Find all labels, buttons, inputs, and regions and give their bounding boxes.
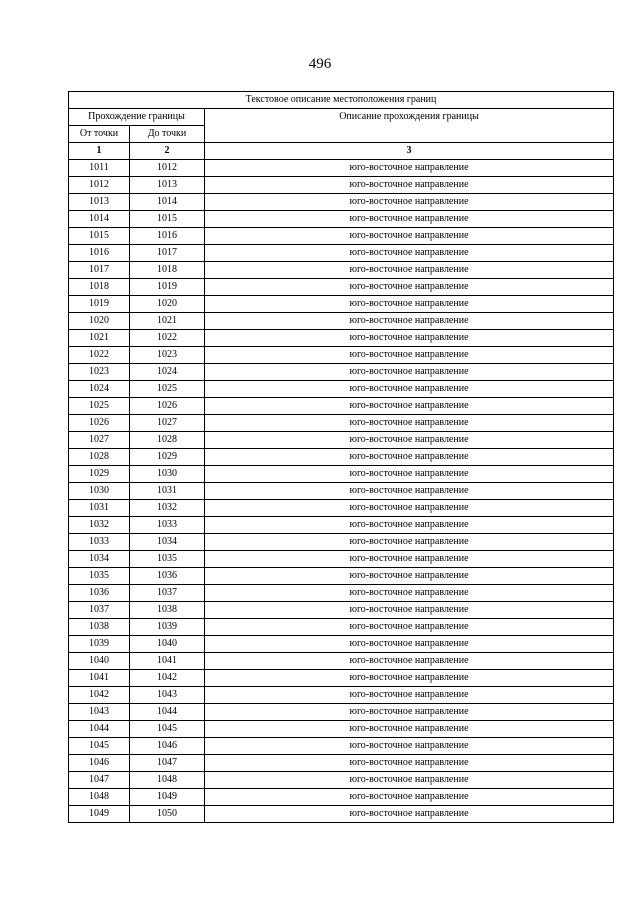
description-header: Описание прохождения границы bbox=[205, 109, 614, 143]
to-point-cell: 1039 bbox=[130, 619, 205, 636]
to-point-cell: 1045 bbox=[130, 721, 205, 738]
table-header bbox=[69, 92, 614, 160]
to-point-cell: 1016 bbox=[130, 228, 205, 245]
from-point-cell: 1015 bbox=[69, 228, 130, 245]
description-cell: юго-восточное направление bbox=[205, 296, 614, 313]
description-cell: юго-восточное направление bbox=[205, 194, 614, 211]
description-cell: юго-восточное направление bbox=[205, 534, 614, 551]
from-point-cell: 1029 bbox=[69, 466, 130, 483]
table-row bbox=[69, 381, 614, 398]
from-point-cell: 1027 bbox=[69, 432, 130, 449]
to-point-cell: 1027 bbox=[130, 415, 205, 432]
description-cell: юго-восточное направление bbox=[205, 245, 614, 262]
description-cell: юго-восточное направление bbox=[205, 398, 614, 415]
description-cell: юго-восточное направление bbox=[205, 636, 614, 653]
from-point-cell: 1040 bbox=[69, 653, 130, 670]
to-point-cell: 1015 bbox=[130, 211, 205, 228]
table-row bbox=[69, 347, 614, 364]
description-cell: юго-восточное направление bbox=[205, 500, 614, 517]
description-cell: юго-восточное направление bbox=[205, 415, 614, 432]
table-row bbox=[69, 585, 614, 602]
description-cell: юго-восточное направление bbox=[205, 568, 614, 585]
to-point-cell: 1043 bbox=[130, 687, 205, 704]
table-row bbox=[69, 636, 614, 653]
to-point-cell: 1046 bbox=[130, 738, 205, 755]
to-point-cell: 1021 bbox=[130, 313, 205, 330]
from-point-cell: 1042 bbox=[69, 687, 130, 704]
from-point-cell: 1037 bbox=[69, 602, 130, 619]
to-point-cell: 1012 bbox=[130, 160, 205, 177]
from-point-cell: 1025 bbox=[69, 398, 130, 415]
table-row bbox=[69, 194, 614, 211]
column-number-3: 3 bbox=[205, 143, 614, 160]
from-point-cell: 1033 bbox=[69, 534, 130, 551]
to-point-cell: 1047 bbox=[130, 755, 205, 772]
to-point-cell: 1040 bbox=[130, 636, 205, 653]
to-point-cell: 1038 bbox=[130, 602, 205, 619]
group-header-boundary-passage: Прохождение границы bbox=[69, 109, 205, 126]
table-row bbox=[69, 806, 614, 823]
from-point-cell: 1013 bbox=[69, 194, 130, 211]
to-point-cell: 1048 bbox=[130, 772, 205, 789]
to-point-cell: 1041 bbox=[130, 653, 205, 670]
to-point-cell: 1013 bbox=[130, 177, 205, 194]
from-point-cell: 1048 bbox=[69, 789, 130, 806]
to-point-cell: 1014 bbox=[130, 194, 205, 211]
description-cell: юго-восточное направление bbox=[205, 602, 614, 619]
description-cell: юго-восточное направление bbox=[205, 347, 614, 364]
from-point-cell: 1036 bbox=[69, 585, 130, 602]
table-row bbox=[69, 228, 614, 245]
description-cell: юго-восточное направление bbox=[205, 670, 614, 687]
table-row bbox=[69, 500, 614, 517]
from-point-cell: 1046 bbox=[69, 755, 130, 772]
description-cell: юго-восточное направление bbox=[205, 585, 614, 602]
to-point-cell: 1049 bbox=[130, 789, 205, 806]
table-body bbox=[69, 160, 614, 823]
table-row bbox=[69, 449, 614, 466]
table-row bbox=[69, 160, 614, 177]
from-point-cell: 1016 bbox=[69, 245, 130, 262]
description-cell: юго-восточное направление bbox=[205, 160, 614, 177]
to-point-cell: 1030 bbox=[130, 466, 205, 483]
description-cell: юго-восточное направление bbox=[205, 262, 614, 279]
from-point-cell: 1034 bbox=[69, 551, 130, 568]
from-point-cell: 1038 bbox=[69, 619, 130, 636]
to-point-cell: 1035 bbox=[130, 551, 205, 568]
from-point-cell: 1018 bbox=[69, 279, 130, 296]
description-cell: юго-восточное направление bbox=[205, 364, 614, 381]
table-row bbox=[69, 483, 614, 500]
table-row bbox=[69, 313, 614, 330]
from-point-cell: 1014 bbox=[69, 211, 130, 228]
to-point-cell: 1025 bbox=[130, 381, 205, 398]
from-point-cell: 1026 bbox=[69, 415, 130, 432]
description-cell: юго-восточное направление bbox=[205, 653, 614, 670]
table-row bbox=[69, 364, 614, 381]
to-point-cell: 1034 bbox=[130, 534, 205, 551]
to-point-cell: 1018 bbox=[130, 262, 205, 279]
from-point-cell: 1021 bbox=[69, 330, 130, 347]
description-cell: юго-восточное направление bbox=[205, 619, 614, 636]
boundary-table bbox=[68, 91, 614, 823]
to-point-cell: 1031 bbox=[130, 483, 205, 500]
to-point-cell: 1024 bbox=[130, 364, 205, 381]
description-cell: юго-восточное направление bbox=[205, 177, 614, 194]
table-row bbox=[69, 211, 614, 228]
description-cell: юго-восточное направление bbox=[205, 704, 614, 721]
description-cell: юго-восточное направление bbox=[205, 432, 614, 449]
description-cell: юго-восточное направление bbox=[205, 789, 614, 806]
to-point-cell: 1026 bbox=[130, 398, 205, 415]
table-row bbox=[69, 534, 614, 551]
from-point-cell: 1039 bbox=[69, 636, 130, 653]
from-point-cell: 1044 bbox=[69, 721, 130, 738]
from-point-cell: 1031 bbox=[69, 500, 130, 517]
to-point-cell: 1037 bbox=[130, 585, 205, 602]
description-cell: юго-восточное направление bbox=[205, 721, 614, 738]
description-cell: юго-восточное направление bbox=[205, 806, 614, 823]
table-row bbox=[69, 279, 614, 296]
table-row bbox=[69, 262, 614, 279]
from-point-cell: 1019 bbox=[69, 296, 130, 313]
column-number-1: 1 bbox=[69, 143, 130, 160]
from-point-cell: 1047 bbox=[69, 772, 130, 789]
table-row bbox=[69, 755, 614, 772]
table-row bbox=[69, 602, 614, 619]
from-point-cell: 1041 bbox=[69, 670, 130, 687]
table-row bbox=[69, 177, 614, 194]
table-row bbox=[69, 619, 614, 636]
to-point-header: До точки bbox=[130, 126, 205, 143]
table-row bbox=[69, 653, 614, 670]
table-row bbox=[69, 738, 614, 755]
description-cell: юго-восточное направление bbox=[205, 313, 614, 330]
table-row bbox=[69, 330, 614, 347]
to-point-cell: 1050 bbox=[130, 806, 205, 823]
to-point-cell: 1033 bbox=[130, 517, 205, 534]
description-cell: юго-восточное направление bbox=[205, 381, 614, 398]
to-point-cell: 1042 bbox=[130, 670, 205, 687]
description-cell: юго-восточное направление bbox=[205, 466, 614, 483]
description-cell: юго-восточное направление bbox=[205, 551, 614, 568]
from-point-header: От точки bbox=[69, 126, 130, 143]
from-point-cell: 1024 bbox=[69, 381, 130, 398]
table-row bbox=[69, 687, 614, 704]
description-cell: юго-восточное направление bbox=[205, 211, 614, 228]
description-cell: юго-восточное направление bbox=[205, 517, 614, 534]
description-cell: юго-восточное направление bbox=[205, 755, 614, 772]
description-cell: юго-восточное направление bbox=[205, 738, 614, 755]
from-point-cell: 1022 bbox=[69, 347, 130, 364]
table-row bbox=[69, 551, 614, 568]
to-point-cell: 1036 bbox=[130, 568, 205, 585]
table-row bbox=[69, 789, 614, 806]
to-point-cell: 1022 bbox=[130, 330, 205, 347]
to-point-cell: 1044 bbox=[130, 704, 205, 721]
table-title: Текстовое описание местоположения границ bbox=[69, 92, 614, 109]
description-cell: юго-восточное направление bbox=[205, 330, 614, 347]
table-row bbox=[69, 772, 614, 789]
from-point-cell: 1017 bbox=[69, 262, 130, 279]
to-point-cell: 1020 bbox=[130, 296, 205, 313]
table-row bbox=[69, 398, 614, 415]
to-point-cell: 1028 bbox=[130, 432, 205, 449]
table-row bbox=[69, 704, 614, 721]
to-point-cell: 1029 bbox=[130, 449, 205, 466]
to-point-cell: 1023 bbox=[130, 347, 205, 364]
table-row bbox=[69, 721, 614, 738]
from-point-cell: 1020 bbox=[69, 313, 130, 330]
table-row bbox=[69, 296, 614, 313]
description-cell: юго-восточное направление bbox=[205, 483, 614, 500]
table-row bbox=[69, 245, 614, 262]
from-point-cell: 1028 bbox=[69, 449, 130, 466]
from-point-cell: 1049 bbox=[69, 806, 130, 823]
from-point-cell: 1012 bbox=[69, 177, 130, 194]
from-point-cell: 1030 bbox=[69, 483, 130, 500]
from-point-cell: 1023 bbox=[69, 364, 130, 381]
description-cell: юго-восточное направление bbox=[205, 228, 614, 245]
description-cell: юго-восточное направление bbox=[205, 687, 614, 704]
from-point-cell: 1045 bbox=[69, 738, 130, 755]
table-row bbox=[69, 517, 614, 534]
from-point-cell: 1043 bbox=[69, 704, 130, 721]
to-point-cell: 1019 bbox=[130, 279, 205, 296]
from-point-cell: 1032 bbox=[69, 517, 130, 534]
from-point-cell: 1035 bbox=[69, 568, 130, 585]
table-row bbox=[69, 415, 614, 432]
table-row bbox=[69, 568, 614, 585]
column-number-2: 2 bbox=[130, 143, 205, 160]
table-row bbox=[69, 432, 614, 449]
description-cell: юго-восточное направление bbox=[205, 449, 614, 466]
description-cell: юго-восточное направление bbox=[205, 772, 614, 789]
from-point-cell: 1011 bbox=[69, 160, 130, 177]
to-point-cell: 1032 bbox=[130, 500, 205, 517]
table-row bbox=[69, 466, 614, 483]
page-number: 496 bbox=[308, 56, 332, 72]
table-row bbox=[69, 670, 614, 687]
description-cell: юго-восточное направление bbox=[205, 279, 614, 296]
to-point-cell: 1017 bbox=[130, 245, 205, 262]
